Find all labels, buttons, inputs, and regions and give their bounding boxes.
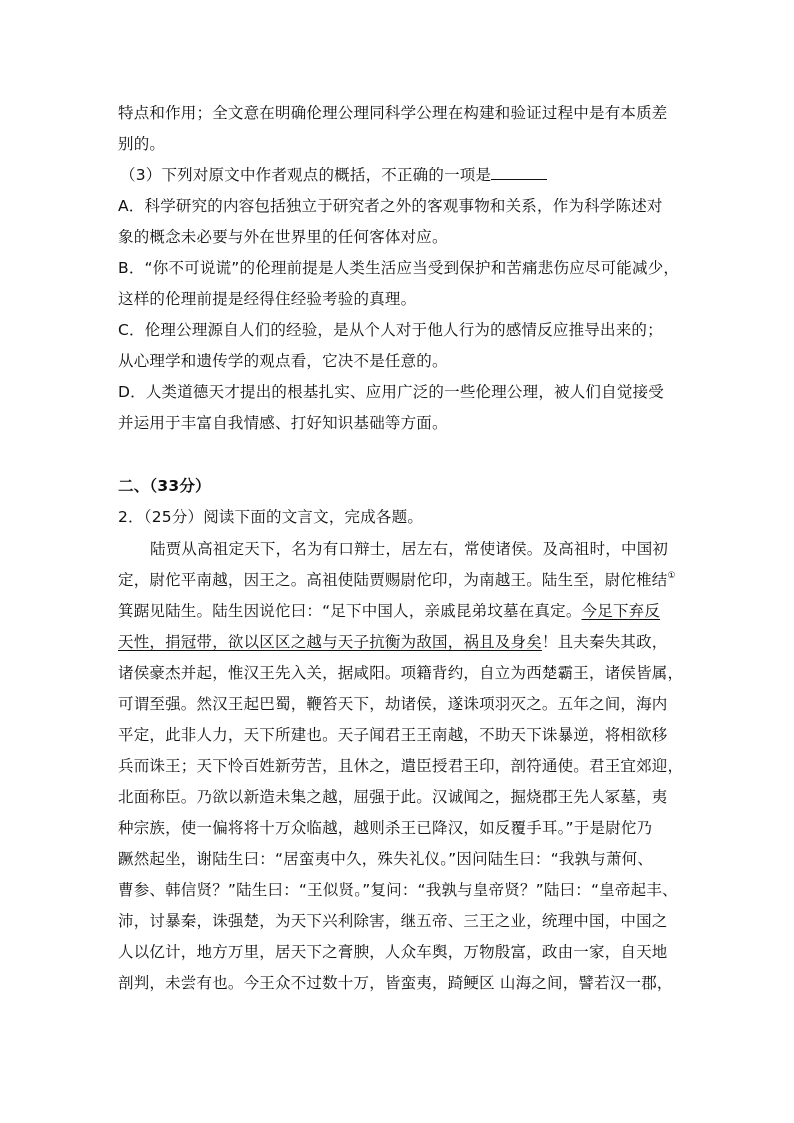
- option-b-line1: B．“你不可说谎”的伦理前提是人类生活应当受到保护和苦痛悲伤应尽可能减少，: [118, 259, 680, 277]
- question-3-stem: （3）下列对原文中作者观点的概括，不正确的一项是: [120, 165, 547, 185]
- section-heading: 二、（33分）: [118, 477, 211, 495]
- passage-line: 北面称臣。乃欲以新造未集之越，屈强于此。汉诚闻之，掘烧郡王先人冢墓，夷: [118, 788, 668, 806]
- option-d-line2: 并运用于丰富自我情感、打好知识基础等方面。: [118, 414, 448, 432]
- passage-line: 兵而诛王；天下怜百姓新劳苦，且休之，遣臣授君王印，剖符通使。君王宜郊迎，: [118, 757, 684, 775]
- text-line: 特点和作用；全文意在明确伦理公理同科学公理在构建和验证过程中是有本质差: [118, 104, 668, 122]
- answer-blank: [491, 165, 547, 180]
- passage-line: 平定，此非人力，天下所建也。天子闻君王王南越，不助天下诛暴逆，将相欲移: [118, 726, 668, 744]
- option-a-line2: 象的概念未必要与外在世界里的任何客体对应。: [118, 228, 448, 246]
- option-b-line2: 这样的伦理前提是经得住经验考验的真理。: [118, 290, 417, 308]
- question-2-stem: 2．（25分）阅读下面的文言文，完成各题。: [118, 508, 424, 526]
- passage-line: 陆贾从高祖定天下，名为有口辩士，居左右，常使诸侯。及高祖时，中国初: [150, 540, 669, 558]
- passage-line: 可谓至强。然汉王起巴蜀，鞭笞天下，劫诸侯，遂诛项羽灭之。五年之间，海内: [118, 695, 668, 713]
- passage-line: 定，尉佗平南越，因王之。高祖使陆贾赐尉佗印，为南越王。陆生至，尉佗椎结①: [118, 571, 676, 589]
- underlined-sentence: 天性，捐冠带，欲以区区之越与天子抗衡为敌国，祸且及身矣: [118, 633, 542, 651]
- passage-line: 天性，捐冠带，欲以区区之越与天子抗衡为敌国，祸且及身矣！且夫秦失其政，: [118, 633, 668, 651]
- passage-line: 箕踞见陆生。陆生因说佗曰：“足下中国人，亲戚昆弟坟墓在真定。今足下弃反: [118, 602, 661, 620]
- passage-line: 种宗族，使一偏将将十万众临越，越则杀王已降汉，如反覆手耳。”于是尉佗乃: [118, 819, 653, 837]
- passage-line: 剖判，未尝有也。今王众不过数十万，皆蛮夷，踦鲠区 山海之间，譬若汉一郡，: [118, 974, 673, 992]
- option-c-line1: C．伦理公理源自人们的经验，是从个人对于他人行为的感情反应推导出来的；: [118, 321, 663, 339]
- text-line: 别的。: [118, 135, 166, 153]
- option-d-line1: D．人类道德天才提出的根基扎实、应用广泛的一些伦理公理，被人们自觉接受: [118, 383, 664, 401]
- passage-line: 蹶然起坐，谢陆生曰：“居蛮夷中久，殊失礼仪。”因问陆生曰：“我孰与萧何、: [118, 850, 654, 868]
- option-a-line1: A．科学研究的内容包括独立于研究者之外的客观事物和关系，作为科学陈述对: [118, 197, 663, 215]
- passage-line: 沛，讨暴秦，诛强楚，为天下兴利除害，继五帝、三王之业，统理中国，中国之: [118, 912, 668, 930]
- passage-line: 人以亿计，地方万里，居天下之膏腴，人众车舆，万物殷富，政由一家，自天地: [118, 943, 668, 961]
- underlined-sentence: 今足下弃反: [581, 602, 661, 620]
- passage-line: 诸侯豪杰并起，惟汉王先入关，据咸阳。项籍背约，自立为西楚霸王，诸侯皆属，: [118, 664, 684, 682]
- footnote-marker: ①: [667, 571, 676, 581]
- option-c-line2: 从心理学和遗传学的观点看，它决不是任意的。: [118, 352, 448, 370]
- passage-line: 曹参、韩信贤？”陆生曰：“王似贤。”复问：“我孰与皇帝贤？”陆曰：“皇帝起丰、: [118, 881, 678, 899]
